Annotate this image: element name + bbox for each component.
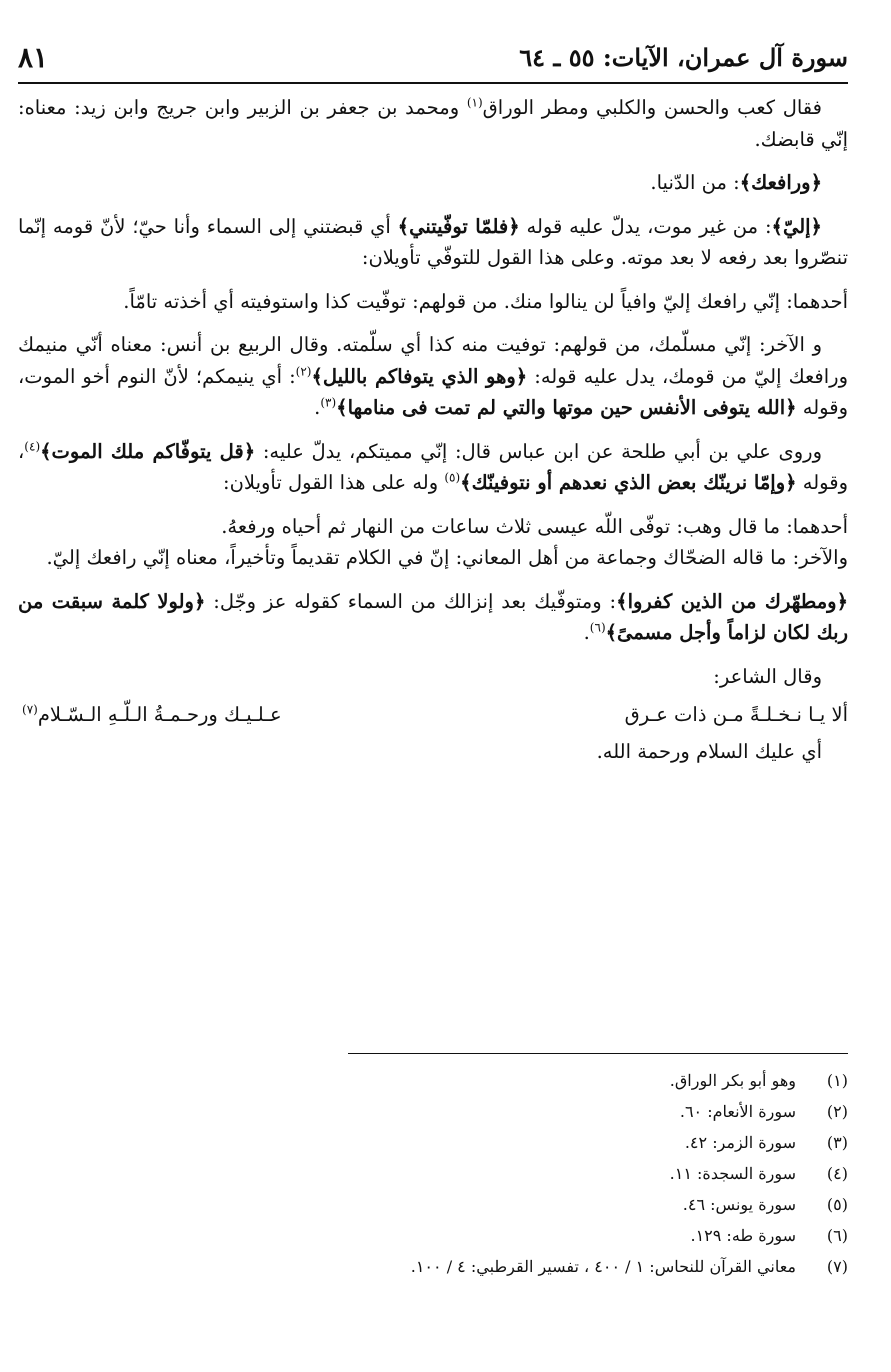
book-page xyxy=(18,0,848,1372)
footnote-number: (٦) xyxy=(826,1226,848,1245)
paragraph-4: أحدهما: إنّي رافعك إليّ وافياً لن ينالوا منك. من قولهم: توفّيت كذا واستوفيته أي أخذته تامّاً. xyxy=(123,289,848,313)
text: عـلـيـك ورحـمـةُ الـلّـهِ الـسّـلام xyxy=(37,703,282,726)
footnote xyxy=(18,1096,848,1127)
footnote xyxy=(18,1158,848,1189)
paragraph-2 xyxy=(18,167,848,199)
footnote-ref-3: (٣) xyxy=(320,395,337,410)
footnote xyxy=(18,1189,848,1220)
footnote-number: (٤) xyxy=(826,1164,848,1183)
footnote-ref-2: (٢) xyxy=(295,364,312,378)
verse-first-hemistich: ألا يـا نـخـلـةً مـن ذات عـرق xyxy=(624,703,848,726)
quran-quote: ﴿ولولا كلمة سبقت من ربك لكان لزاماً وأجل مسمىً﴾ xyxy=(18,589,848,644)
paragraph-7: أحدهما: ما قال وهب: توفّى اللّه عيسى ثلاث ساعات من النهار ثم أحياه ورفعهُ. xyxy=(221,514,848,538)
footnote-ref-4: (٤) xyxy=(24,439,41,453)
footnote-text: سورة الزمر: ٤٢. xyxy=(684,1133,796,1152)
text: : من الدّنيا. xyxy=(650,171,740,194)
footnote xyxy=(18,1127,848,1158)
quran-quote: ﴿ومطهّرك من الذين كفروا﴾ xyxy=(616,589,848,613)
quran-quote: ﴿الله يتوفى الأنفس حين موتها والتي لم تمت فى منامها﴾ xyxy=(336,396,797,419)
quran-quote: ﴿وهو الذي يتوفاكم بالليل﴾ xyxy=(311,364,528,388)
paragraph-1 xyxy=(18,92,848,155)
text: : من غير موت، يدلّ عليه قوله xyxy=(519,214,772,238)
text: : ومتوفّيك بعد إنزالك من السماء كقوله عز وجّل: xyxy=(205,589,617,613)
text: . xyxy=(314,396,321,419)
text: ، وقوله xyxy=(18,439,848,494)
footnote xyxy=(18,1065,848,1096)
footnote-text: سورة السجدة: ١١. xyxy=(669,1164,796,1183)
footnote-number: (٥) xyxy=(826,1195,848,1214)
footnote-text: وهو أبو بكر الوراق. xyxy=(669,1071,796,1090)
paragraph-8: والآخر: ما قاله الضحّاك وجماعة من أهل المعاني: إنّ في الكلام تقديماً وتأخيراً، معناه إنّي رافعك إليّ. xyxy=(46,546,848,569)
footnote-number: (٣) xyxy=(826,1133,848,1152)
footnote xyxy=(18,1220,848,1251)
poetry-verse xyxy=(18,698,848,732)
main-text xyxy=(18,92,848,780)
text: أي قبضتني إلى السماء وأنا حيّ؛ لأنّ قومه إنّما تنصّروا بعد رفعه لا بعد موته. وعلى هذا القول للتوفّي تأويلان: xyxy=(18,214,848,269)
footnote-divider xyxy=(348,1053,848,1054)
text: ومحمد بن جعفر بن الزبير وابن جريج وابن زيد: معناه: إنّي قابضك. xyxy=(18,96,848,151)
text: : أي ينيمكم؛ لأنّ النوم أخو الموت، وقوله xyxy=(18,364,848,419)
footnote xyxy=(18,1251,848,1282)
text: . xyxy=(583,621,590,644)
footnote-ref-1: (١) xyxy=(466,95,483,110)
footnote-number: (٧) xyxy=(826,1257,848,1276)
text: وله على هذا القول تأويلان: xyxy=(223,471,445,494)
footnote-text: سورة طه: ١٢٩. xyxy=(690,1226,796,1245)
verse-second-hemistich xyxy=(22,698,282,732)
page-number: ٨١ xyxy=(18,40,49,74)
footnote-ref-6: (٦) xyxy=(589,620,606,635)
paragraph-3 xyxy=(18,211,848,274)
footnotes xyxy=(18,1065,848,1282)
footnote-text: سورة يونس: ٤٦. xyxy=(682,1195,796,1214)
footnote-ref-7: (٧) xyxy=(22,702,38,717)
paragraph-6 xyxy=(18,436,848,499)
footnote-number: (١) xyxy=(826,1071,848,1090)
footnote-text: معاني القرآن للنحاس: ١ / ٤٠٠ ، تفسير القرطبي: ٤ / ١٠٠. xyxy=(410,1257,796,1276)
footnote-text: سورة الأنعام: ٦٠. xyxy=(679,1102,796,1121)
poet-intro: وقال الشاعر: xyxy=(713,664,822,688)
verse-explanation: أي عليك السلام ورحمة الله. xyxy=(596,740,822,763)
quran-quote: ﴿وإمّا نرينّك بعض الذي نعدهم أو نتوفينّك﴾ xyxy=(460,471,797,494)
text: وروى علي بن أبي طلحة عن ابن عباس قال: إنّي مميتكم، يدلّ عليه: xyxy=(255,439,822,463)
text: فقال كعب والحسن والكلبي ومطر الوراق xyxy=(482,96,822,119)
quran-quote: ﴿قل يتوفّاكم ملك الموت﴾ xyxy=(40,439,256,463)
text: و الآخر: إنّي مسلّمك، من قولهم: توفيت منه كذا أي سلّمته. وقال الربيع بن أنس: معناه أنّي منيمك ورافعك إليّ من قومك، يدل عليه قوله: xyxy=(18,333,848,388)
paragraph-9 xyxy=(18,586,848,649)
quran-quote: ﴿ورافعك﴾ xyxy=(739,171,822,194)
quran-quote: ﴿فلمّا توفّيتني﴾ xyxy=(397,214,520,238)
footnote-number: (٢) xyxy=(826,1102,848,1121)
footnote-ref-5: (٥) xyxy=(444,470,461,485)
quran-quote: ﴿إليّ﴾ xyxy=(771,214,822,238)
running-header xyxy=(18,32,848,84)
paragraph-5 xyxy=(18,329,848,424)
chapter-title: سورة آل عمران، الآيات: ٥٥ ـ ٦٤ xyxy=(519,42,848,72)
